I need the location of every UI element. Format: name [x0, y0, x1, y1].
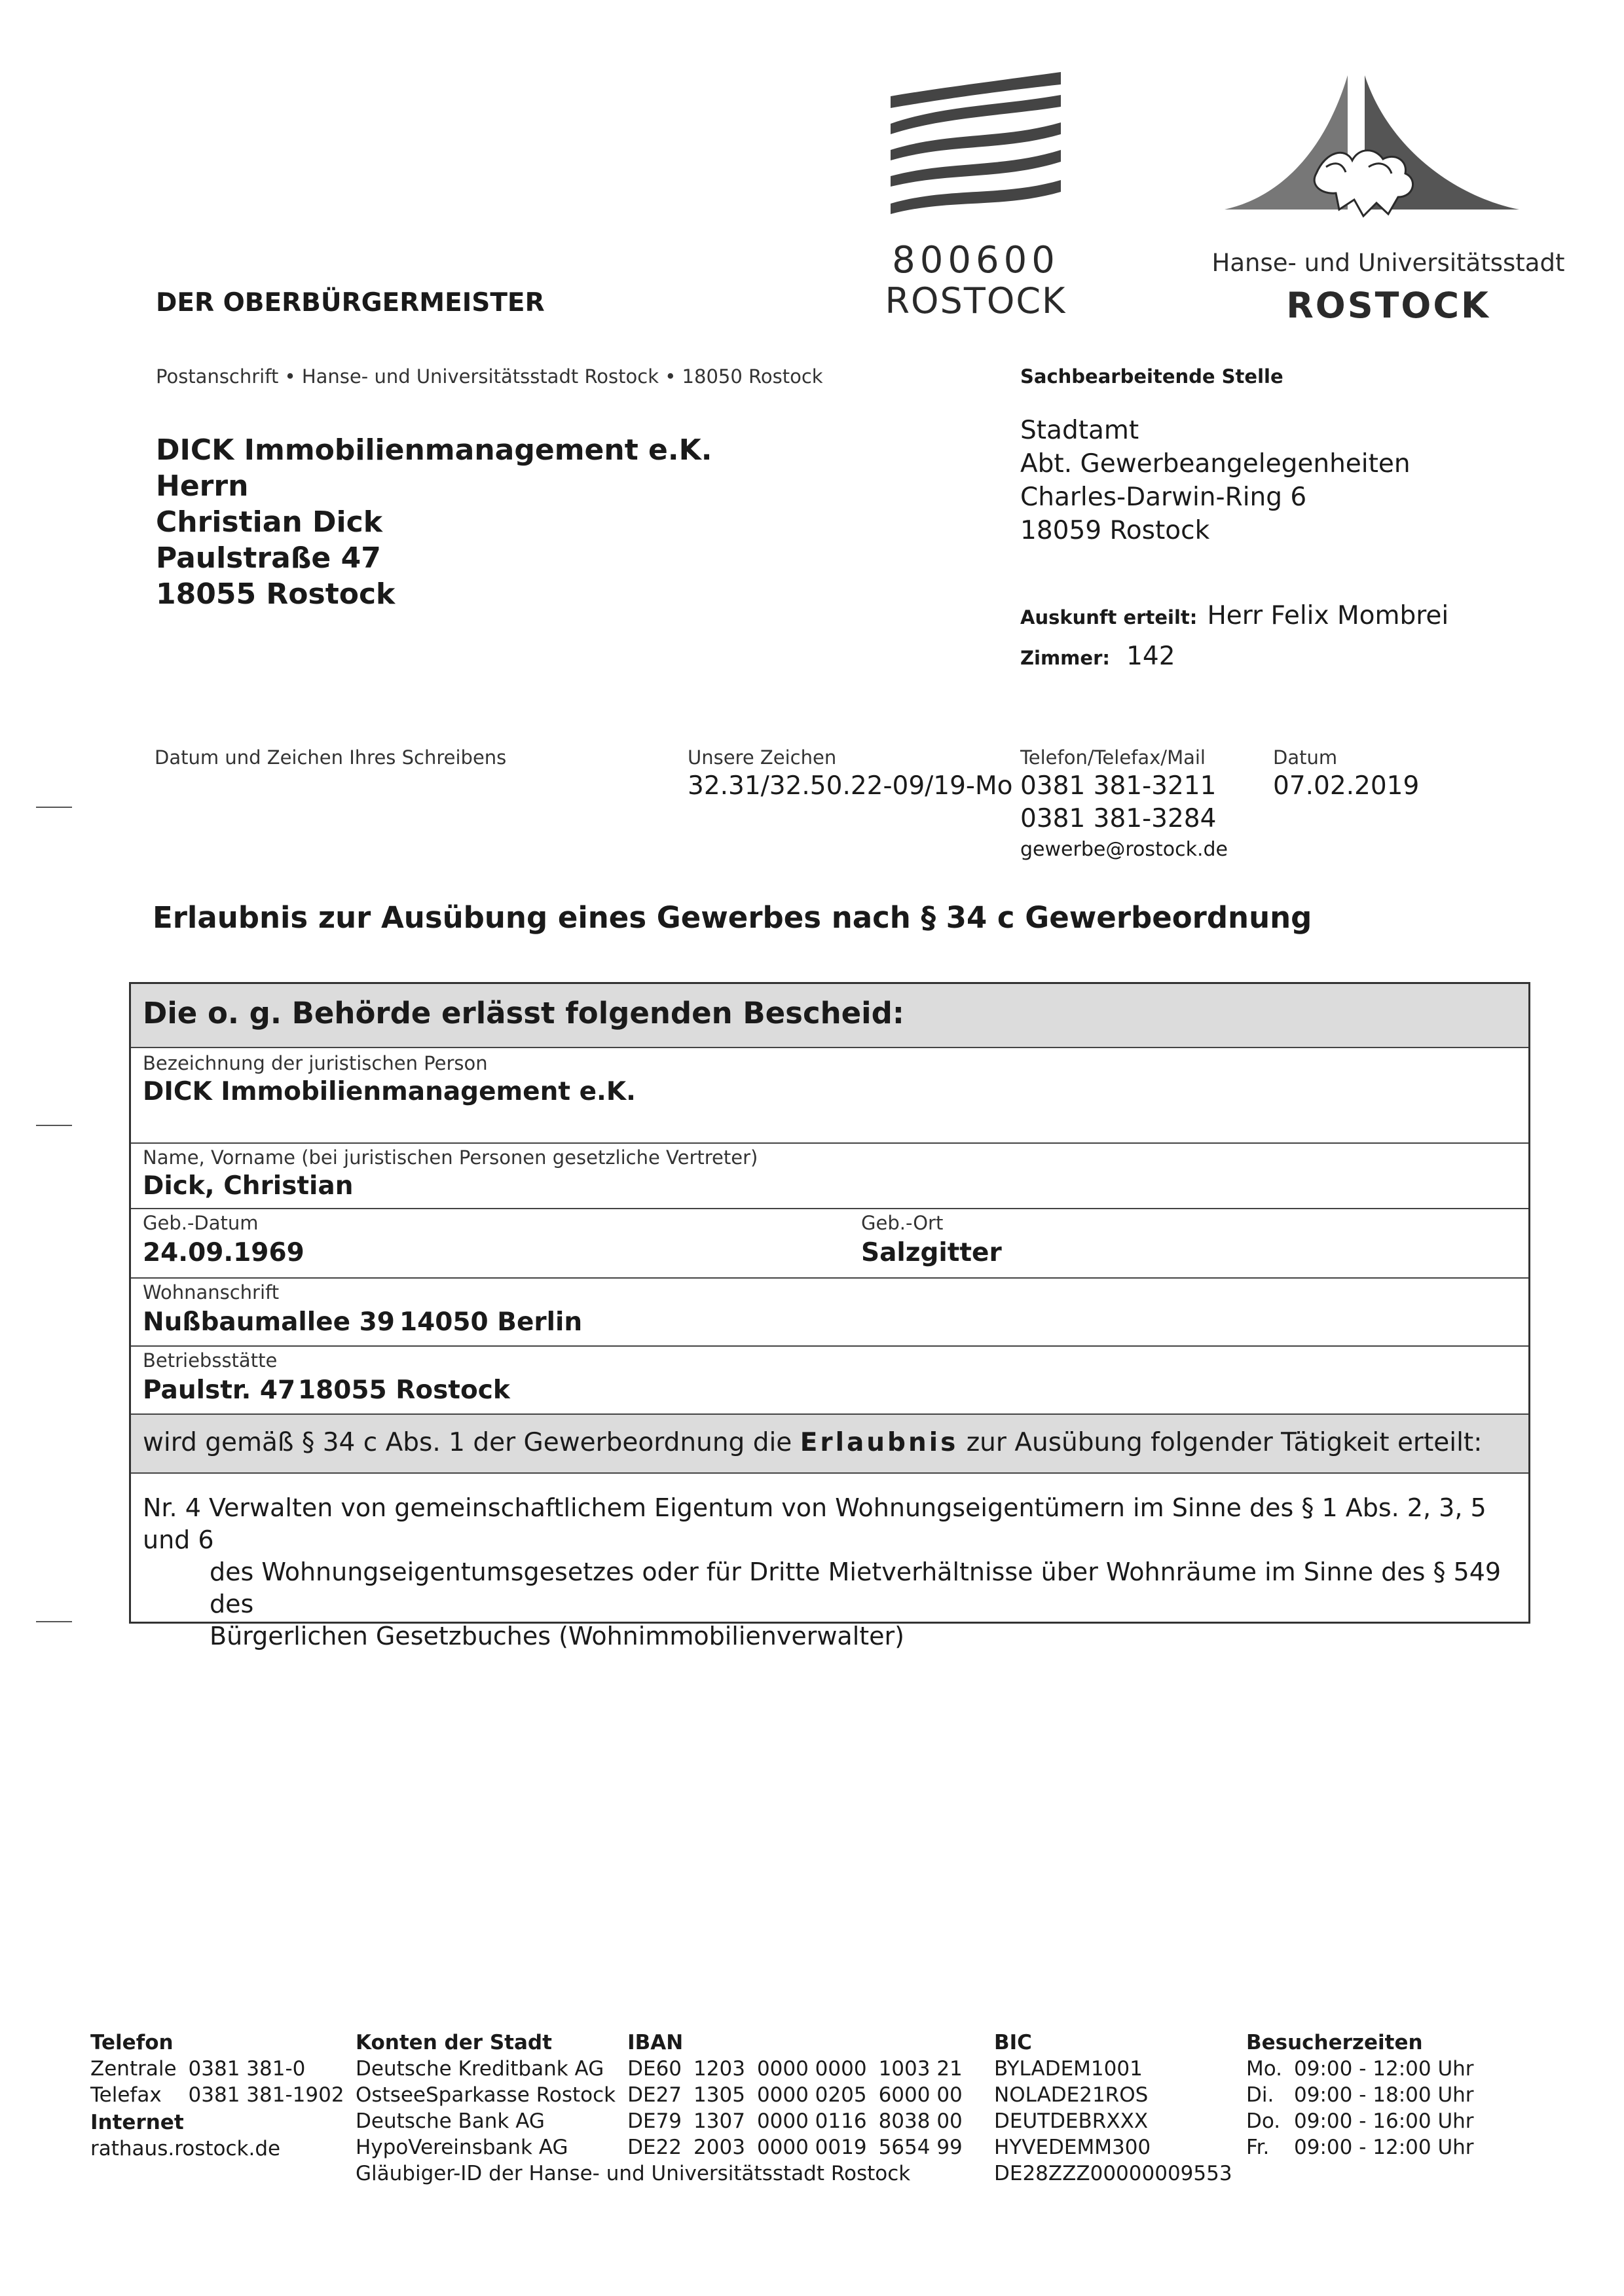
contact-person	[1020, 601, 1449, 630]
accounts-table	[356, 2030, 974, 2187]
iban-country: DE79	[627, 2109, 682, 2133]
footer-internet-value: rathaus.rostock.de	[90, 2137, 281, 2160]
birthdate-label: Geb.-Datum	[143, 1212, 259, 1234]
your-ref-label: Datum und Zeichen Ihres Schreibens	[155, 746, 507, 769]
grant-text	[143, 1428, 1482, 1457]
griffin-crest-icon	[1211, 69, 1565, 239]
decision-form	[129, 982, 1530, 1650]
birthplace-value: Salzgitter	[861, 1238, 1002, 1267]
our-ref-value: 32.31/32.50.22-09/19-Mo	[688, 771, 1013, 801]
grant-row	[131, 1415, 1528, 1474]
birth-row	[131, 1209, 1528, 1279]
iban-heading: IBAN	[627, 2031, 684, 2054]
residence-label: Wohnanschrift	[143, 1281, 280, 1303]
footer-hours	[1246, 2030, 1486, 2160]
bank-name: HypoVereinsbank AG	[356, 2136, 568, 2159]
name-row	[131, 1144, 1528, 1209]
residence-street: Nußbaumallee 39	[143, 1307, 395, 1337]
residence-row	[131, 1279, 1528, 1347]
mail-value: gewerbe@rostock.de	[1020, 838, 1228, 861]
recipient-name: Christian Dick	[156, 505, 382, 539]
residence-city: 14050 Berlin	[399, 1307, 583, 1337]
creditor-id: DE28ZZZ00000009553	[994, 2162, 1232, 2185]
legal-person-value: DICK Immobilienmanagement e.K.	[143, 1077, 636, 1106]
birthdate-value: 24.09.1969	[143, 1238, 304, 1267]
room-label: Zimmer:	[1020, 647, 1110, 669]
recipient-company: DICK Immobilienmanagement e.K.	[156, 433, 712, 467]
premises-street: Paulstr. 47	[143, 1376, 296, 1405]
hours-day: Mo.	[1246, 2057, 1283, 2081]
account-row	[356, 2108, 974, 2134]
logo-city-subtitle: Hanse- und Universitätsstadt	[1211, 249, 1565, 277]
date-label: Datum	[1273, 746, 1338, 769]
logo-city-name: ROSTOCK	[1286, 285, 1490, 326]
account-row	[356, 2134, 974, 2160]
iban-country: DE60	[627, 2057, 682, 2081]
grant-pre: wird gemäß § 34 c Abs. 1 der Gewerbeordnung die	[143, 1428, 792, 1457]
fax-value: 0381 381-3284	[1020, 804, 1217, 833]
bank-name: OstseeSparkasse Rostock	[356, 2083, 616, 2107]
zentrale-label: Zentrale	[90, 2057, 177, 2081]
sender-line: Postanschrift • Hanse- und Universitätsstadt Rostock • 18050 Rostock	[156, 365, 823, 388]
activity-row	[131, 1474, 1528, 1650]
bic-value: DEUTDEBRXXX	[994, 2109, 1149, 2133]
bank-name: Deutsche Bank AG	[356, 2109, 545, 2133]
recipient-city: 18055 Rostock	[156, 577, 396, 611]
fold-mark	[36, 1125, 72, 1126]
wave-stripes-icon	[891, 69, 1061, 232]
birthplace-label: Geb.-Ort	[861, 1212, 944, 1234]
form-heading: Die o. g. Behörde erlässt folgenden Bescheid:	[143, 996, 904, 1030]
activity-text	[143, 1492, 1511, 1652]
iban-block: 1203	[693, 2057, 745, 2081]
activity-line: Nr. 4 Verwalten von gemeinschaftlichem Eigentum von Wohnungseigentümern im Sinne des § 1 Abs. 2, 3, 5 und 6	[143, 1493, 1486, 1554]
grant-post: zur Ausübung folgender Tätigkeit erteilt:	[966, 1428, 1483, 1457]
accounts-heading: Konten der Stadt	[356, 2031, 552, 2054]
authority-title: DER OBERBÜRGERMEISTER	[156, 288, 545, 318]
room	[1020, 642, 1175, 671]
punch-mark	[36, 1621, 72, 1622]
activity-line: des Wohnungseigentumsgesetzes oder für Dritte Mietverhältnisse über Wohnräume im Sinne des § 549 des	[210, 1558, 1502, 1618]
name-value: Dick, Christian	[143, 1171, 354, 1201]
recipient-street: Paulstraße 47	[156, 541, 381, 575]
our-ref-label: Unsere Zeichen	[688, 746, 837, 769]
bank-name: Deutsche Kreditbank AG	[356, 2057, 604, 2081]
creditor-text: Gläubiger-ID der Hanse- und Universitätsstadt Rostock	[356, 2162, 911, 2185]
premises-label: Betriebsstätte	[143, 1349, 278, 1372]
office-address	[1020, 414, 1411, 547]
form-heading-row	[131, 984, 1528, 1048]
office-line: Abt. Gewerbeangelegenheiten	[1020, 449, 1411, 479]
iban-block: 0000 0116	[756, 2109, 867, 2133]
premises-row	[131, 1347, 1528, 1415]
name-label: Name, Vorname (bei juristischen Personen gesetzliche Vertreter)	[143, 1146, 758, 1169]
hours-heading: Besucherzeiten	[1246, 2031, 1423, 2054]
footer-internet-heading: Internet	[90, 2111, 184, 2134]
account-row	[356, 2082, 974, 2108]
fold-mark	[36, 807, 72, 808]
iban-block: 0000 0205	[756, 2083, 867, 2107]
iban-country: DE22	[627, 2136, 682, 2159]
phone-value: 0381 381-3211	[1020, 771, 1217, 801]
logo-800-number: 800600	[892, 239, 1060, 282]
legal-person-label: Bezeichnung der juristischen Person	[143, 1052, 488, 1074]
legal-person-row	[131, 1048, 1528, 1144]
logo-hanse-rostock	[1211, 69, 1565, 331]
logo-800-city: ROSTOCK	[885, 280, 1067, 321]
telefax-label: Telefax	[90, 2083, 162, 2107]
logo-800-rostock	[851, 69, 1100, 331]
iban-block: 1003 21	[878, 2057, 963, 2081]
account-row	[356, 2056, 974, 2082]
hours-table	[1246, 2056, 1486, 2160]
hours-day: Di.	[1246, 2083, 1274, 2107]
footer-bic	[994, 2030, 1232, 2187]
zentrale-value: 0381 381-0	[188, 2057, 306, 2081]
iban-block: 1307	[693, 2109, 745, 2133]
contact-label: Auskunft erteilt:	[1020, 606, 1198, 629]
bic-value: HYVEDEMM300	[994, 2136, 1151, 2159]
iban-block: 8038 00	[878, 2109, 963, 2133]
hours-time: 09:00 - 12:00 Uhr	[1294, 2057, 1474, 2081]
activity-line: Bürgerlichen Gesetzbuches (Wohnimmobilienverwalter)	[210, 1622, 904, 1650]
office-line: Charles-Darwin-Ring 6	[1020, 483, 1307, 512]
footer-phone-heading: Telefon	[90, 2031, 174, 2054]
subject-line: Erlaubnis zur Ausübung eines Gewerbes nach § 34 c Gewerbeordnung	[153, 900, 1312, 935]
iban-block: 5654 99	[878, 2136, 963, 2159]
telefax-value: 0381 381-1902	[188, 2083, 344, 2107]
iban-block: 6000 00	[878, 2083, 963, 2107]
hours-time: 09:00 - 18:00 Uhr	[1294, 2083, 1474, 2107]
recipient-salutation: Herrn	[156, 469, 249, 503]
date-value: 07.02.2019	[1273, 771, 1420, 801]
bic-value: BYLADEM1001	[994, 2057, 1143, 2081]
iban-block: 2003	[693, 2136, 745, 2159]
room-value: 142	[1126, 642, 1175, 671]
premises-city: 18055 Rostock	[298, 1376, 510, 1405]
contact-value: Herr Felix Mombrei	[1207, 601, 1449, 630]
iban-block: 0000 0000	[756, 2057, 867, 2081]
iban-country: DE27	[627, 2083, 682, 2107]
footer-phone-table	[90, 2056, 356, 2108]
office-line: 18059 Rostock	[1020, 516, 1210, 545]
hours-day: Fr.	[1246, 2136, 1270, 2159]
footer-accounts	[356, 2030, 974, 2187]
hours-time: 09:00 - 12:00 Uhr	[1294, 2136, 1474, 2159]
hours-day: Do.	[1246, 2109, 1281, 2133]
phone-label: Telefon/Telefax/Mail	[1020, 746, 1206, 769]
iban-block: 1305	[693, 2083, 745, 2107]
hours-time: 09:00 - 16:00 Uhr	[1294, 2109, 1474, 2133]
office-line: Stadtamt	[1020, 416, 1139, 445]
office-heading: Sachbearbeitende Stelle	[1020, 365, 1283, 388]
recipient-address	[156, 432, 712, 612]
footer-phone	[90, 2030, 356, 2162]
grant-word: Erlaubnis	[800, 1428, 959, 1457]
bic-value: NOLADE21ROS	[994, 2083, 1149, 2107]
bic-heading: BIC	[994, 2031, 1032, 2054]
iban-block: 0000 0019	[756, 2136, 867, 2159]
